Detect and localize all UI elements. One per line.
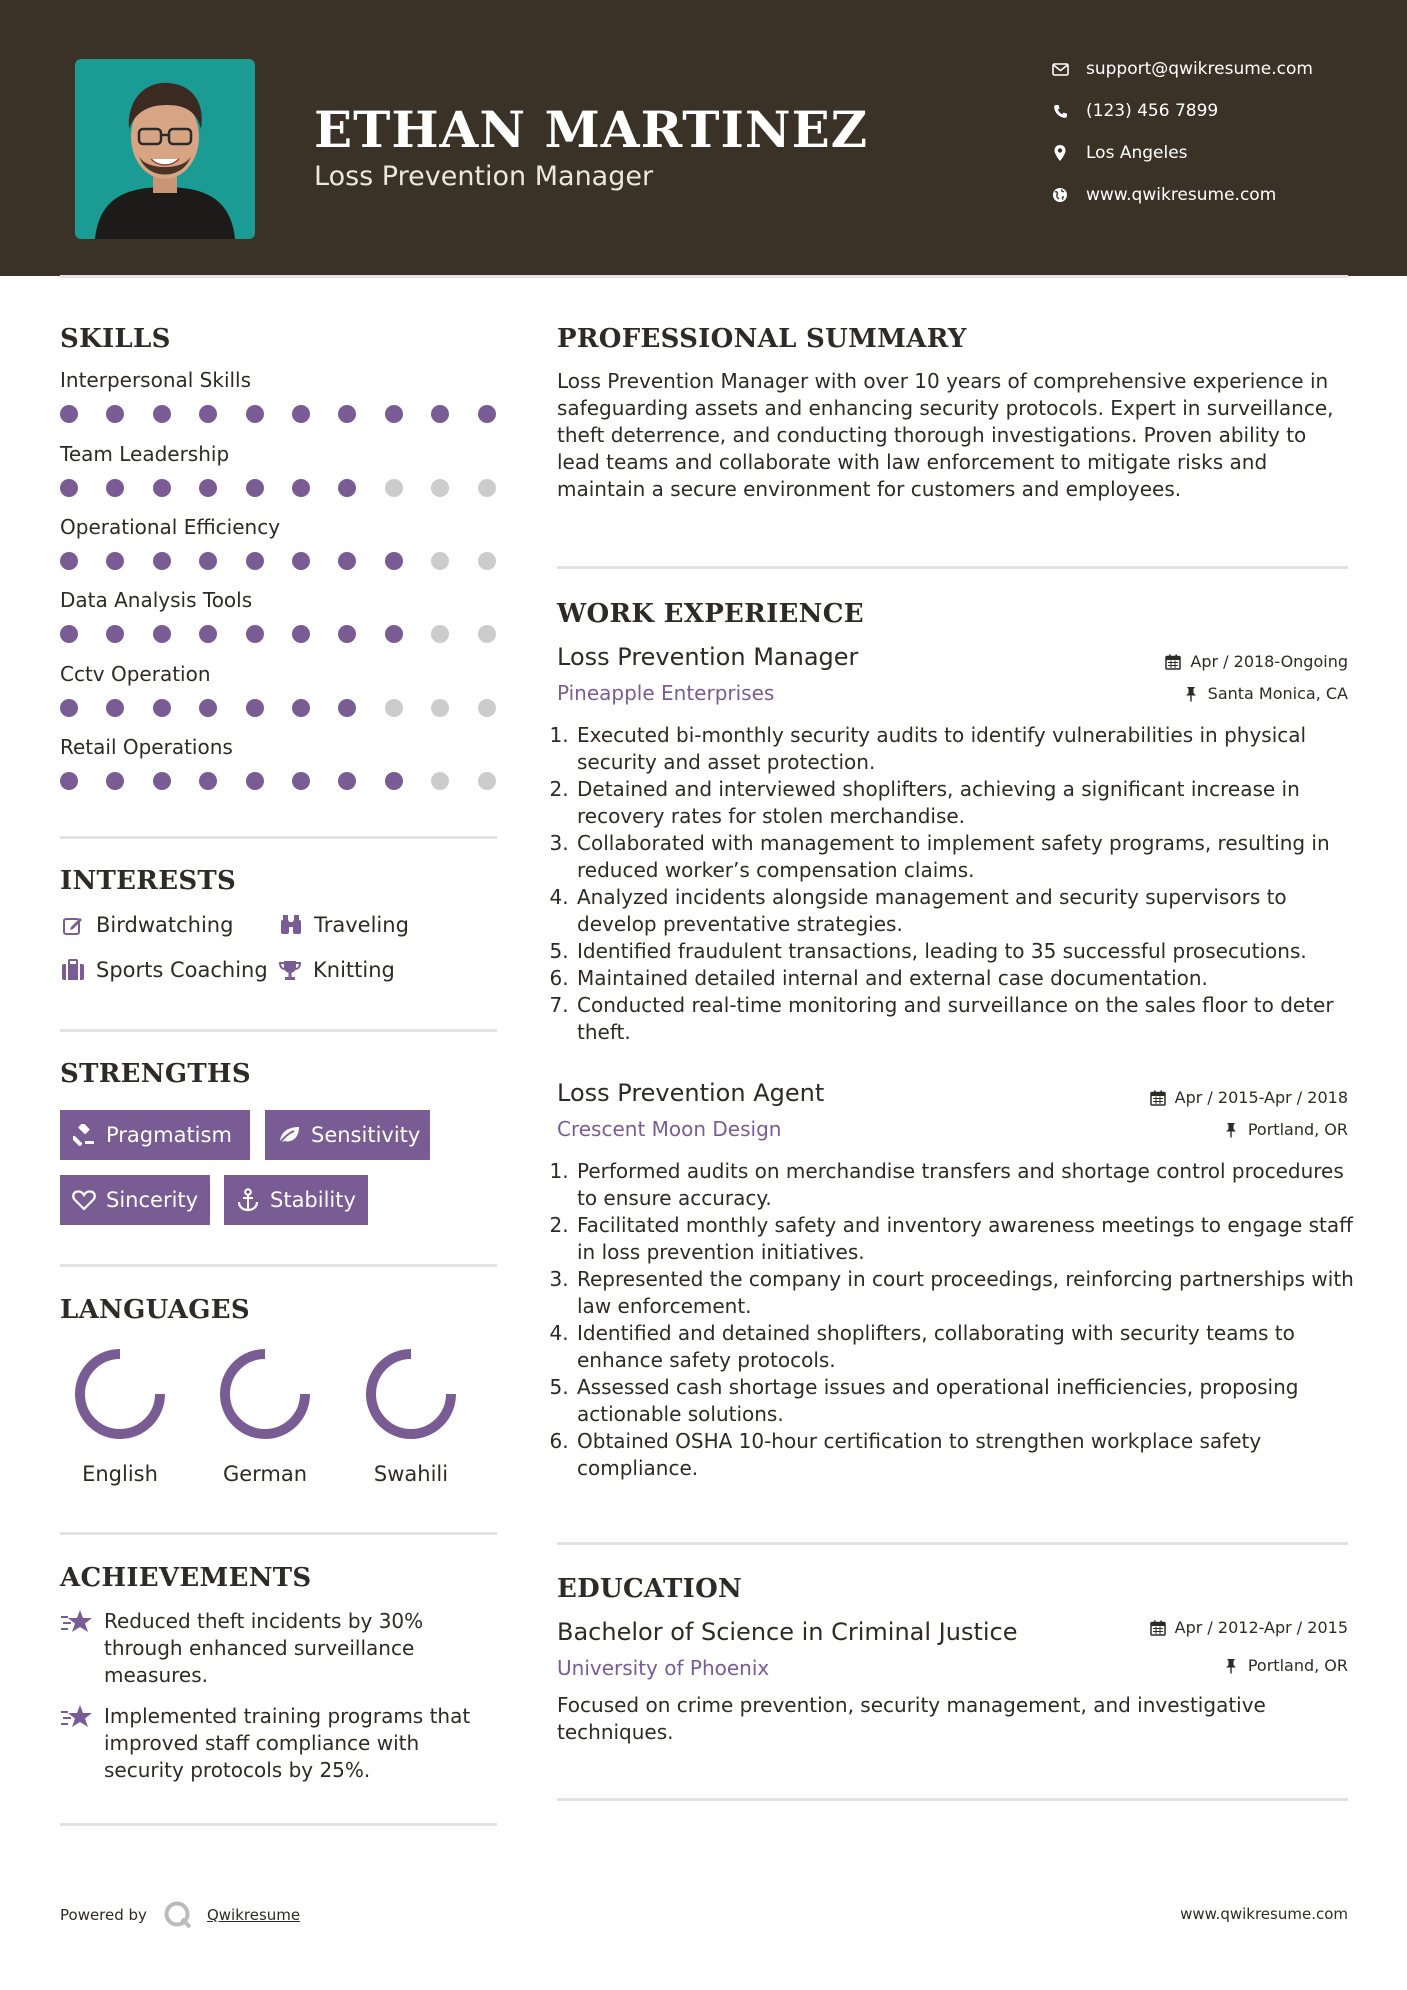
- language-name: English: [82, 1462, 158, 1486]
- contact-email-text: support@qwikresume.com: [1086, 59, 1313, 79]
- skill-dot-filled: [292, 772, 310, 790]
- achievement-item: [60, 1608, 500, 1689]
- skill-dot-empty: [431, 699, 449, 717]
- skill-dot-empty: [478, 479, 496, 497]
- contact-website-text: www.qwikresume.com: [1086, 185, 1277, 205]
- skill-name: Cctv Operation: [60, 662, 211, 686]
- strength-tag: [224, 1175, 368, 1225]
- skill-dot-filled: [199, 479, 217, 497]
- company-name: Pineapple Enterprises: [557, 681, 775, 705]
- location-pin-icon: [1050, 143, 1070, 163]
- education-location-text: Portland, OR: [1247, 1656, 1348, 1675]
- skill-dot-filled: [60, 405, 78, 423]
- skill-dot-filled: [292, 625, 310, 643]
- language-item: [351, 1346, 471, 1486]
- qwikresume-link[interactable]: Qwikresume: [206, 1906, 301, 1924]
- skill-dot-filled: [246, 625, 264, 643]
- trophy-icon: [277, 957, 303, 983]
- leaf-icon: [277, 1123, 301, 1147]
- job-bullet: 4. Analyzed incidents alongside management and security supervisors to develop preventative strategies.: [575, 884, 1365, 938]
- skill-dot-filled: [292, 552, 310, 570]
- skill-dot-filled: [385, 625, 403, 643]
- job-bullet: 4. Identified and detained shoplifters, collaborating with security teams to enhance safety protocols.: [575, 1320, 1365, 1374]
- skill-dot-empty: [431, 552, 449, 570]
- skill-dot-filled: [338, 772, 356, 790]
- skill-name: Team Leadership: [60, 442, 230, 466]
- skill-dot-filled: [338, 479, 356, 497]
- section-divider: [60, 836, 497, 839]
- skill-dot-filled: [199, 699, 217, 717]
- job-bullet: 7. Conducted real-time monitoring and surveillance on the sales floor to deter theft.: [575, 992, 1365, 1046]
- skill-dot-filled: [246, 405, 264, 423]
- binoculars-icon: [278, 912, 304, 938]
- strengths-heading: STRENGTHS: [60, 1059, 251, 1089]
- job-bullet: 1. Performed audits on merchandise transfers and shortage control procedures to ensure accuracy.: [575, 1158, 1365, 1212]
- skill-dot-empty: [431, 772, 449, 790]
- education-heading: EDUCATION: [557, 1574, 743, 1604]
- contact-email[interactable]: [1050, 54, 1380, 84]
- skill-dot-filled: [106, 699, 124, 717]
- strength-label: Stability: [270, 1188, 356, 1212]
- skill-dot-filled: [106, 479, 124, 497]
- skill-dot-empty: [385, 699, 403, 717]
- skill-dot-filled: [106, 405, 124, 423]
- contact-location: [1050, 138, 1380, 168]
- section-divider: [557, 1798, 1348, 1801]
- interest-label: Birdwatching: [96, 913, 234, 937]
- skill-dot-empty: [478, 552, 496, 570]
- interest-label: Knitting: [313, 958, 395, 982]
- skill-dot-empty: [478, 772, 496, 790]
- skill-dot-empty: [478, 699, 496, 717]
- summary-heading: PROFESSIONAL SUMMARY: [557, 324, 967, 354]
- skill-dot-filled: [246, 699, 264, 717]
- skill-rating: [60, 405, 500, 425]
- achievement-item: [60, 1703, 500, 1784]
- job-dates-text: Apr / 2015-Apr / 2018: [1174, 1088, 1348, 1107]
- job-location-text: Santa Monica, CA: [1207, 684, 1348, 703]
- skill-dot-filled: [106, 772, 124, 790]
- footer-url[interactable]: www.qwikresume.com: [1180, 1905, 1348, 1923]
- skill-dot-filled: [199, 625, 217, 643]
- skill-dot-filled: [199, 552, 217, 570]
- heart-icon: [72, 1188, 96, 1212]
- interest-item: [277, 955, 395, 985]
- qwikresume-logo-icon: [163, 1900, 193, 1930]
- skill-name: Retail Operations: [60, 735, 233, 759]
- language-level-ring: [363, 1346, 459, 1442]
- pushpin-icon: [1182, 685, 1200, 703]
- job-location-text: Portland, OR: [1247, 1120, 1348, 1139]
- section-divider: [60, 1264, 497, 1267]
- calendar-icon: [1164, 653, 1182, 671]
- job-dates: [1149, 1088, 1348, 1107]
- language-name: German: [222, 1462, 308, 1486]
- skill-dot-filled: [385, 405, 403, 423]
- experience-heading: WORK EXPERIENCE: [557, 599, 864, 629]
- skill-dot-filled: [199, 772, 217, 790]
- powered-by-text: Powered by: [60, 1906, 147, 1924]
- language-level-ring: [72, 1346, 168, 1442]
- skill-rating: [60, 479, 500, 499]
- envelope-icon: [1050, 59, 1070, 79]
- job-bullet: 6. Maintained detailed internal and external case documentation.: [575, 965, 1365, 992]
- skill-dot-filled: [153, 772, 171, 790]
- languages-heading: LANGUAGES: [60, 1295, 250, 1325]
- job-location: [1222, 1120, 1348, 1139]
- phone-icon: [1050, 101, 1070, 121]
- skill-dot-filled: [60, 772, 78, 790]
- skill-dot-filled: [153, 405, 171, 423]
- school-name: University of Phoenix: [557, 1656, 770, 1680]
- section-divider: [557, 1542, 1348, 1545]
- strength-label: Sincerity: [106, 1188, 199, 1212]
- skill-dot-filled: [478, 405, 496, 423]
- skill-dot-filled: [338, 405, 356, 423]
- section-divider: [557, 566, 1348, 569]
- profile-photo: [75, 59, 255, 239]
- footer-powered-by: [60, 1900, 300, 1930]
- company-name: Crescent Moon Design: [557, 1117, 782, 1141]
- briefcase-icon: [60, 957, 86, 983]
- job-bullets: [557, 1158, 1365, 1482]
- job-location: [1182, 684, 1348, 703]
- skill-dot-filled: [60, 479, 78, 497]
- job-title: Loss Prevention Agent: [557, 1079, 825, 1107]
- resume-header: [0, 0, 1407, 276]
- language-level-arc: [225, 1354, 305, 1434]
- education-description: Focused on crime prevention, security management, and investigative techniques.: [557, 1693, 1266, 1744]
- skill-dot-filled: [153, 699, 171, 717]
- skill-dot-filled: [246, 552, 264, 570]
- skill-dot-filled: [338, 625, 356, 643]
- contact-phone-text: (123) 456 7899: [1086, 101, 1219, 121]
- job-bullet: 3. Represented the company in court proceedings, reinforcing partnerships with law enforcement.: [575, 1266, 1365, 1320]
- interest-label: Traveling: [314, 913, 409, 937]
- skill-dot-filled: [385, 772, 403, 790]
- interest-item: [60, 955, 268, 985]
- skill-dot-filled: [246, 479, 264, 497]
- anchor-icon: [236, 1188, 260, 1212]
- job-bullet: 2. Detained and interviewed shoplifters, achieving a significant increase in recovery rates for stolen merchandise.: [575, 776, 1365, 830]
- skill-dot-filled: [106, 625, 124, 643]
- skill-name: Interpersonal Skills: [60, 368, 252, 392]
- pushpin-icon: [1222, 1121, 1240, 1139]
- contact-location-text: Los Angeles: [1086, 143, 1188, 163]
- candidate-name: ETHAN MARTINEZ: [314, 100, 869, 159]
- gavel-icon: [72, 1123, 96, 1147]
- skill-dot-filled: [153, 552, 171, 570]
- skill-rating: [60, 625, 500, 645]
- language-name: Swahili: [373, 1462, 449, 1486]
- calendar-icon: [1149, 1089, 1167, 1107]
- education-location: [1222, 1656, 1348, 1675]
- section-divider: [60, 1532, 497, 1535]
- person-avatar-icon: [75, 59, 255, 239]
- job-title: Loss Prevention Manager: [557, 643, 859, 671]
- degree-title: Bachelor of Science in Criminal Justice: [557, 1618, 1018, 1646]
- job-bullet: 5. Identified fraudulent transactions, leading to 35 successful prosecutions.: [575, 938, 1365, 965]
- calendar-icon: [1149, 1619, 1167, 1637]
- section-divider: [60, 1029, 497, 1032]
- skill-dot-filled: [338, 552, 356, 570]
- strength-tag: [265, 1110, 430, 1160]
- skill-dot-filled: [60, 625, 78, 643]
- job-dates-text: Apr / 2018-Ongoing: [1190, 652, 1348, 671]
- skill-name: Data Analysis Tools: [60, 588, 253, 612]
- interest-item: [60, 910, 233, 940]
- header-divider: [60, 275, 1348, 278]
- language-item: [205, 1346, 325, 1486]
- skills-heading: SKILLS: [60, 324, 171, 354]
- job-bullets: [557, 722, 1365, 1046]
- candidate-title: Loss Prevention Manager: [314, 161, 654, 192]
- language-item: [60, 1346, 180, 1486]
- interest-label: Sports Coaching: [96, 958, 268, 982]
- skill-dot-filled: [106, 552, 124, 570]
- achievement-text: Implemented training programs that improved staff compliance with security protocols by 25%.: [104, 1704, 471, 1782]
- interests-heading: INTERESTS: [60, 866, 237, 896]
- globe-icon: [1050, 185, 1070, 205]
- shooting-star-icon: [60, 1608, 94, 1638]
- skill-dot-filled: [60, 699, 78, 717]
- skill-dot-filled: [292, 699, 310, 717]
- skill-rating: [60, 699, 500, 719]
- achievements-heading: ACHIEVEMENTS: [60, 1563, 312, 1593]
- skill-dot-filled: [385, 552, 403, 570]
- skill-dot-empty: [478, 625, 496, 643]
- skill-dot-filled: [431, 405, 449, 423]
- job-dates: [1164, 652, 1348, 671]
- strength-tag: [60, 1175, 210, 1225]
- language-level-arc: [80, 1354, 160, 1434]
- job-bullet: 1. Executed bi-monthly security audits to identify vulnerabilities in physical security and asset protection.: [575, 722, 1365, 776]
- skill-dot-filled: [292, 405, 310, 423]
- language-level-arc: [371, 1354, 451, 1434]
- skill-dot-filled: [153, 479, 171, 497]
- strength-label: Pragmatism: [106, 1123, 232, 1147]
- skill-dot-filled: [338, 699, 356, 717]
- skill-name: Operational Efficiency: [60, 515, 281, 539]
- skill-dot-filled: [292, 479, 310, 497]
- contact-phone[interactable]: [1050, 96, 1380, 126]
- pushpin-icon: [1222, 1657, 1240, 1675]
- skill-dot-filled: [60, 552, 78, 570]
- education-dates: [1149, 1618, 1348, 1637]
- summary-text: Loss Prevention Manager with over 10 years of comprehensive experience in safeguarding assets and enhancing security protocols. Expert in surveillance, theft deterrence, and conducting thorough investigations. Proven ability to lead teams and collaborate with law enforcement to mitigate risks and maintain a secure environment for customers and employees.: [557, 369, 1334, 501]
- pencil-square-icon: [60, 912, 86, 938]
- skill-rating: [60, 772, 500, 792]
- skill-dot-filled: [246, 772, 264, 790]
- achievement-text: Reduced theft incidents by 30% through enhanced surveillance measures.: [104, 1609, 424, 1687]
- job-bullet: 5. Assessed cash shortage issues and operational inefficiencies, proposing actionable solutions.: [575, 1374, 1365, 1428]
- job-bullet: 2. Facilitated monthly safety and inventory awareness meetings to engage staff in loss prevention initiatives.: [575, 1212, 1365, 1266]
- section-divider: [60, 1823, 497, 1826]
- skill-dot-empty: [431, 479, 449, 497]
- language-level-ring: [217, 1346, 313, 1442]
- interest-item: [278, 910, 409, 940]
- job-bullet: 3. Collaborated with management to implement safety programs, resulting in reduced worker’s compensation claims.: [575, 830, 1365, 884]
- skill-dot-empty: [431, 625, 449, 643]
- education-dates-text: Apr / 2012-Apr / 2015: [1174, 1618, 1348, 1637]
- strength-tag: [60, 1110, 250, 1160]
- skill-dot-filled: [199, 405, 217, 423]
- shooting-star-icon: [60, 1703, 94, 1733]
- contact-website[interactable]: [1050, 180, 1380, 210]
- strength-label: Sensitivity: [311, 1123, 421, 1147]
- skill-dot-filled: [153, 625, 171, 643]
- skill-rating: [60, 552, 500, 572]
- skill-dot-empty: [385, 479, 403, 497]
- job-bullet: 6. Obtained OSHA 10-hour certification to strengthen workplace safety compliance.: [575, 1428, 1365, 1482]
